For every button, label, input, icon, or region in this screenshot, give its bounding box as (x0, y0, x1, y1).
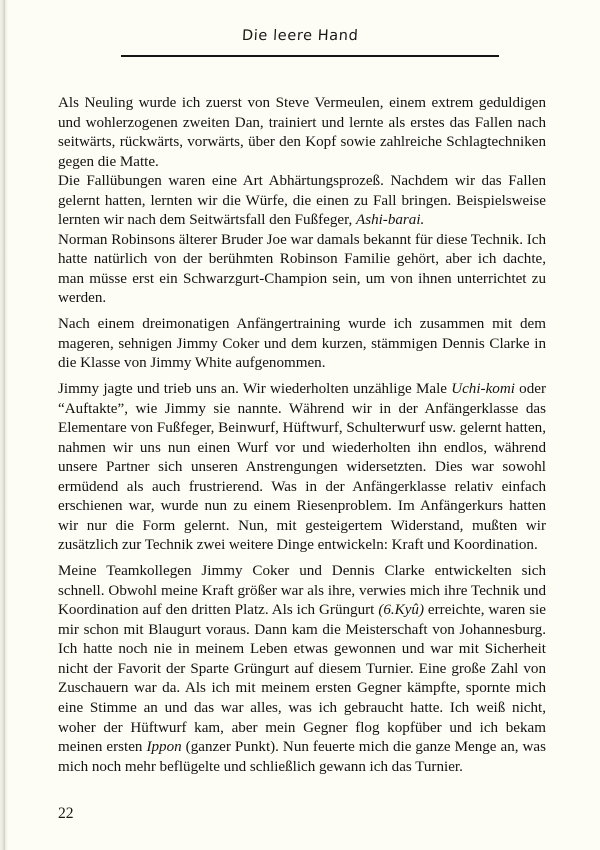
running-head-rule (121, 55, 499, 57)
page-number: 22 (58, 805, 74, 822)
text-run: Meine Teamkollegen Jimmy Coker und Dennis Clarke entwickelten sich schnell. Obwohl meine Kraft größer war als ihre, verwies mich ihre Technik und Koordination auf den dritten Platz. Als ich Grüngurt (58, 563, 546, 619)
body-paragraph (58, 315, 546, 374)
text-run: Norman Robinsons älterer Bruder Joe war damals bekannt für diese Technik. Ich hatte natürlich von der berühmten Robinson Familie gehört, aber ich dachte, man müsse erst ein Schwarzgurt-Champion sein, um von ihnen unterrichtet zu werden. (58, 231, 546, 307)
body-text-block (58, 94, 546, 777)
body-paragraph (58, 231, 546, 309)
text-run: Die Fallübungen waren eine Art Abhärtungsprozeß. Nachdem wir das Fallen gelernt hatten, lernten wir die Würfe, die einen zu Fall bringen. Beispielsweise lernten wir nach dem Seitwärtsfall den Fußfeger, (58, 173, 546, 229)
italic-term: (6.Kyû) (378, 602, 424, 619)
italic-term: Ashi-barai. (355, 212, 425, 229)
running-head (0, 27, 600, 45)
text-run: oder “Auftakte”, wie Jimmy sie nannte. Während wir in der Anfängerklasse das Elementare von Fußfeger, Beinwurf, Hüftwurf, Schulterwurf usw. gelernt hatten, nahmen wir uns nun einen Wurf vor und wiederholten ihn endlos, während unsere Partner sich unseren Anstrengungen widersetzten. Dies war sowohl ermüdend als auch frustrierend. Was in der Anfängerklasse relativ einfach erschienen war, wurde nun zu einem Riesenproblem. Im Anfängerkurs hatten wir nur die Form gelernt. Nun, mit gesteigertem Widerstand, mußten wir zusätzlich zur Technik zwei weitere Dinge entwickeln: Kraft und Koordination. (58, 381, 546, 554)
text-run: Als Neuling wurde ich zuerst von Steve Vermeulen, einem extrem geduldigen und wohlerzogenen zweiten Dan, trainiert und lernte als erstes das Fallen nach seitwärts, rückwärts, vorwärts, über den Kopf sowie zahlreiche Schlagtechniken gegen die Matte. (58, 95, 546, 170)
running-head-title: Die leere Hand (241, 28, 359, 44)
text-run: Nach einem dreimonatigen Anfängertraining wurde ich zusammen mit dem mageren, sehnigen Jimmy Coker und dem kurzen, stämmigen Dennis Clarke in die Klasse von Jimmy White aufgenommen. (58, 316, 546, 372)
body-paragraph (58, 562, 546, 777)
page-gutter-shadow (0, 0, 8, 850)
body-paragraph (58, 380, 546, 556)
body-paragraph (58, 94, 546, 172)
italic-term: Uchi-komi (451, 381, 515, 398)
text-run: (ganzer Punkt). Nun feuerte mich die ganze Menge an, was mich noch mehr beflügelte und schließlich gewann ich das Turnier. (58, 739, 546, 775)
text-run: erreichte, waren sie mir schon mit Blaugurt voraus. Dann kam die Meisterschaft von Johannesburg. Ich hatte noch nie in meinem Leben etwas gewonnen und war mit Sicherheit nicht der Favorit der Sparte Grüngurt auf diesem Turnier. Eine große Zahl von Zuschauern war da. Als ich mit meinem ersten Gegner kämpfte, spornte mich eine Stimme an und das war alles, was ich gebraucht hatte. Ich weiß nicht, woher der Hüftwurf kam, aber mein Gegner flog kopfüber und ich bekam meinen ersten (58, 602, 547, 756)
italic-term: Ippon (146, 739, 182, 756)
text-run: Jimmy jagte und trieb uns an. Wir wiederholten unzählige Male (58, 381, 452, 398)
body-paragraph (58, 172, 546, 231)
